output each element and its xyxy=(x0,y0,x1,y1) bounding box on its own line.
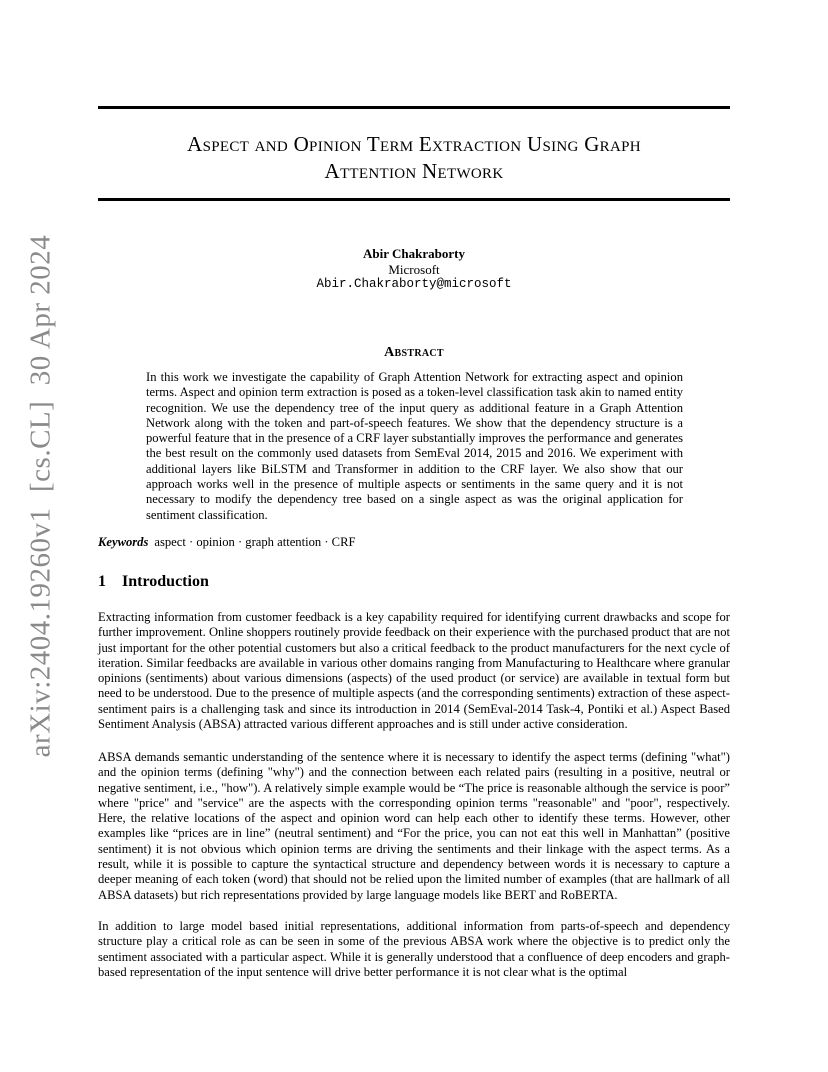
keywords-text: aspect · opinion · graph attention · CRF xyxy=(154,535,356,549)
intro-paragraph-1: Extracting information from customer feedback is a key capability required for identifying current drawbacks and scope for further improvement. Online shoppers routinely provide feedback on their experience with the purchased product that are not just important for the other potential customers but also a critical feedback to the product manufacturers for the next cycle of iteration. Similar feedbacks are available in various other domains ranging from Manufacturing to Healthcare where granular opinions (sentiments) about various dimensions (aspects) of the used product (or service) are available in textual form but need to be understood. Due to the presence of multiple aspects (and the corresponding sentiments) extraction of these aspect-sentiment pairs is a challenging task and since its introduction in 2014 (SemEval-2014 Task-4, Pontiki et al.) Aspect Based Sentiment Analysis (ABSA) attracted various different approaches and is still under active consideration. xyxy=(98,610,730,732)
title-rule-bottom xyxy=(98,198,730,201)
paper-title-line-2: Attention Network xyxy=(324,159,504,183)
abstract-text: In this work we investigate the capability of Graph Attention Network for extracting aspect and opinion terms. Aspect and opinion term extraction is posed as a token-level classification task akin to named entity recognition. We use the dependency tree of the input query as additional feature in a Graph Attention Network along with the token and part-of-speech features. We show that the dependency structure is a powerful feature that in the presence of a CRF layer substantially improves the performance and generates the best result on the commonly used datasets from SemEval 2014, 2015 and 2016. We experiment with additional layers like BiLSTM and Transformer in addition to the CRF layer. We also show that our approach works well in the presence of multiple aspects or sentiments in the same query and it is not necessary to modify the dependency tree based on a single aspect as was the original application for sentiment classification. xyxy=(146,370,683,522)
author-name: Abir Chakraborty xyxy=(363,246,465,261)
keywords-line xyxy=(98,535,730,550)
section-title: Introduction xyxy=(122,573,209,590)
intro-paragraph-3: In addition to large model based initial representations, additional information from parts-of-speech and dependency structure play a critical role as can be seen in some of the previous ABSA work where the objective is to predict only the sentiment associated with a particular aspect. While it is generally understood that a confluence of deep encoders and graph-based representation of the input sentence will drive better performance it is not clear what is the optimal xyxy=(98,919,730,979)
section-heading xyxy=(98,573,209,591)
section-number: 1 xyxy=(98,573,106,590)
keywords-label: Keywords xyxy=(98,535,149,549)
intro-paragraph-2: ABSA demands semantic understanding of the sentence where it is necessary to identify the aspect terms (defining "what") and the opinion terms (defining "why") and the connection between each related pairs (resulting in a positive, neutral or negative sentiment, i.e., "how"). A relatively simple example would be “The price is reasonable although the service is poor” where "price" and "service" are the aspects with the corresponding opinion terms "reasonable" and "poor", respectively. Here, the relative locations of the aspect and opinion word can help each other to identify these terms. However, other examples like “prices are in line” (neutral sentiment) and “For the price, you can not eat this well in Manhattan” (positive sentiment) it is not obvious which opinion terms are driving the sentiments and their linkage with the aspect terms. As a result, while it is possible to capture the syntactical structure and dependency between words it is necessary to capture a deeper meaning of each token (word) that should not be relied upon the limited number of examples (that are hallmark of all ABSA datasets) but rich representations provided by large language models like BERT and RoBERTA. xyxy=(98,750,730,902)
author-affiliation: Microsoft xyxy=(388,262,440,277)
author-email: Abir.Chakraborty@microsoft xyxy=(316,277,512,291)
paper-title-line-1: Aspect and Opinion Term Extraction Using Graph xyxy=(187,132,641,156)
abstract-heading: Abstract xyxy=(384,345,444,360)
title-rule-top xyxy=(98,106,730,109)
arxiv-identifier-stamp: arXiv:2404.19260v1 [cs.CL] 30 Apr 2024 xyxy=(24,234,57,758)
